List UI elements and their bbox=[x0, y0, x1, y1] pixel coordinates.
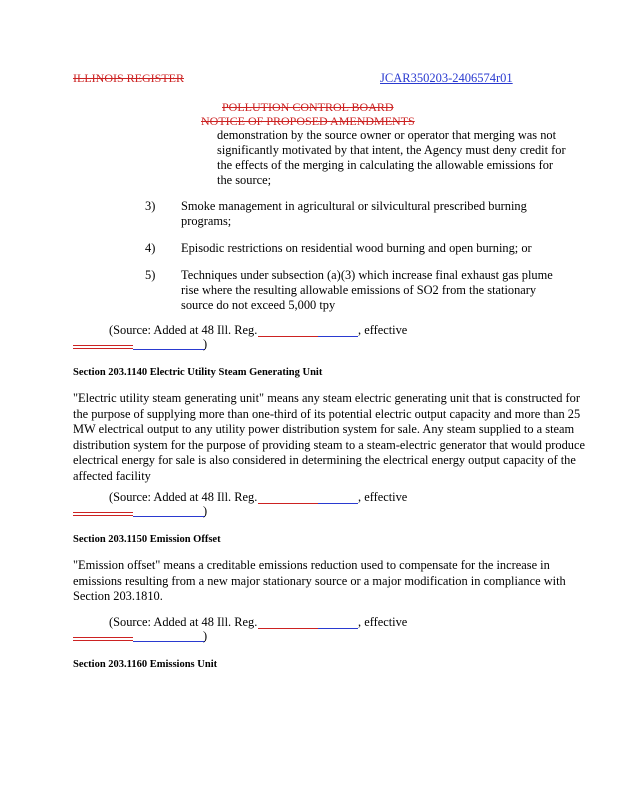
source-note: (Source: Added at 48 Ill. Reg. bbox=[109, 323, 258, 337]
section-heading: Section 203.1150 Emission Offset bbox=[73, 534, 221, 545]
effective-blank-blue bbox=[133, 516, 205, 517]
item-number: 5) bbox=[145, 268, 156, 282]
source-note: (Source: Added at 48 Ill. Reg. bbox=[109, 490, 258, 504]
source-close: ) bbox=[203, 504, 208, 518]
item-number: 4) bbox=[145, 241, 156, 255]
effective-blank-red bbox=[73, 345, 133, 346]
effective-blank-red bbox=[73, 348, 133, 349]
register-header: ILLINOIS REGISTER bbox=[73, 71, 184, 85]
source-note: (Source: Added at 48 Ill. Reg. bbox=[109, 615, 258, 629]
section-heading: Section 203.1160 Emissions Unit bbox=[73, 659, 218, 670]
effective-label: , effective bbox=[358, 490, 408, 504]
item-text: Episodic restrictions on residential wood burning and open burning; or bbox=[181, 241, 532, 255]
section-heading: Section 203.1140 Electric Utility Steam Generating Unit bbox=[73, 367, 323, 378]
date-blank-red bbox=[258, 628, 318, 629]
effective-blank-red bbox=[73, 640, 133, 641]
section-body: "Electric utility steam generating unit" means any steam electric generating unit that is constructed for the purpose of supplying more than one-third of its potential electric output capacity and more than 25 MW electrical output to any utility power distribution system for sale. Any steam supplied to a steam distribution system for the purpose of providing steam to a steam-electric generator that would produce electrical energy for sale is also considered in determining the electrical energy output capacity of the affected facility bbox=[73, 391, 586, 483]
effective-blank-blue bbox=[133, 349, 205, 350]
effective-blank-red bbox=[73, 512, 133, 513]
date-blank-blue bbox=[318, 628, 358, 629]
effective-blank-red bbox=[73, 637, 133, 638]
effective-blank-red bbox=[73, 515, 133, 516]
date-blank-red bbox=[258, 336, 318, 337]
effective-label: , effective bbox=[358, 615, 408, 629]
agency-name: POLLUTION CONTROL BOARD bbox=[222, 100, 394, 114]
section-body: "Emission offset" means a creditable emissions reduction used to compensate for the increase in emissions resulting from a new major stationary source or a major modification in compliance with Section 203.1810. bbox=[73, 558, 566, 603]
date-blank-blue bbox=[318, 503, 358, 504]
jcar-code[interactable]: JCAR350203-2406574r01 bbox=[380, 71, 513, 85]
date-blank-red bbox=[258, 503, 318, 504]
source-close: ) bbox=[203, 629, 208, 643]
continuation-paragraph: demonstration by the source owner or operator that merging was not significantly motivated by that intent, the Agency must deny credit for the effects of the merging in calculating the allowable emissions for the source; bbox=[217, 128, 566, 187]
effective-label: , effective bbox=[358, 323, 408, 337]
effective-blank-blue bbox=[133, 641, 205, 642]
item-text: Techniques under subsection (a)(3) which increase final exhaust gas plume rise where the resulting allowable emissions of SO2 from the stationary source do not exceed 5,000 tpy bbox=[181, 268, 553, 312]
source-close: ) bbox=[203, 337, 208, 351]
item-number: 3) bbox=[145, 199, 156, 213]
date-blank-blue bbox=[318, 336, 358, 337]
item-text: Smoke management in agricultural or silvicultural prescribed burning programs; bbox=[181, 199, 527, 228]
notice-title: NOTICE OF PROPOSED AMENDMENTS bbox=[201, 114, 415, 128]
